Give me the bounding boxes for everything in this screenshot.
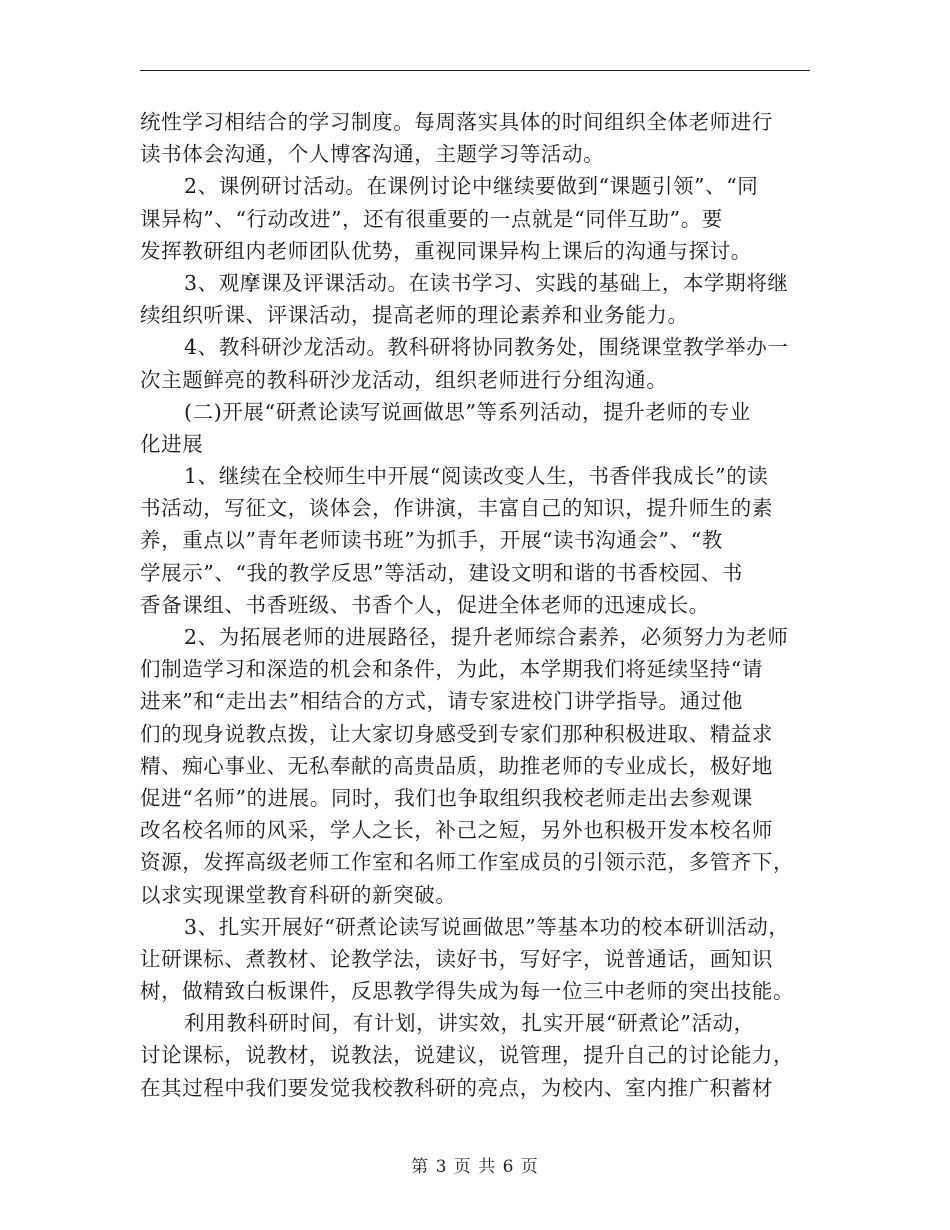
text-line: 资源，发挥高级老师工作室和名师工作室成员的引领示范，多管齐下， bbox=[140, 850, 795, 875]
text-line: 续组织听课、评课活动，提高老师的理论素养和业务能力。 bbox=[140, 303, 689, 328]
text-line: 们制造学习和深造的机会和条件，为此，本学期我们将延续坚持“请 bbox=[140, 657, 763, 682]
text-line: 促进“名师”的进展。同时，我们也争取组织我校老师走出去参观课 bbox=[140, 785, 753, 810]
text-line: 3、观摩课及评课活动。在读书学习、实践的基础上，本学期将继 bbox=[184, 270, 789, 295]
text-line: 讨论课标，说教材，说教法，说建议，说管理，提升自己的讨论能力， bbox=[140, 1043, 795, 1068]
page-footer: 第 3 页 共 6 页 bbox=[411, 1157, 539, 1177]
text-line: 以求实现课堂教育科研的新突破。 bbox=[140, 882, 457, 907]
text-line: 化进展 bbox=[140, 431, 204, 456]
text-line: 养，重点以”青年老师读书班”为抓手，开展“读书沟通会”、“教 bbox=[140, 528, 723, 553]
text-line: 学展示”、“我的教学反思”等活动，建设文明和谐的书香校园、书 bbox=[140, 560, 743, 585]
text-line: 在其过程中我们要发觉我校教科研的亮点，为校内、室内推广积蓄材 bbox=[140, 1075, 773, 1100]
text-line: 书活动，写征文，谈体会，作讲演，丰富自己的知识，提升师生的素 bbox=[140, 496, 773, 521]
text-line: 2、课例研讨活动。在课例讨论中继续要做到“课题引领”、“同 bbox=[184, 174, 759, 199]
text-line: 4、教科研沙龙活动。教科研将协同教务处，围绕课堂教学举办一 bbox=[184, 335, 789, 360]
text-line: 统性学习相结合的学习制度。每周落实具体的时间组织全体老师进行 bbox=[140, 110, 773, 134]
text-line: 发挥教研组内老师团队优势，重视同课异构上课后的沟通与探讨。 bbox=[140, 238, 752, 263]
text-line: 次主题鲜亮的教科研沙龙活动，组织老师进行分组沟通。 bbox=[140, 367, 668, 392]
text-line: 利用教科研时间，有计划，讲实效，扎实开展“研煮论”活动， bbox=[184, 1011, 755, 1036]
text-line: 读书体会沟通，个人博客沟通，主题学习等活动。 bbox=[140, 142, 605, 167]
text-line: 们的现身说教点拨，让大家切身感受到专家们那种积极进取、精益求 bbox=[140, 721, 773, 746]
text-line: 改名校名师的风采，学人之长，补己之短，另外也积极开发本校名师 bbox=[140, 818, 773, 843]
text-line: 2、为拓展老师的进展路径，提升老师综合素养，必须努力为老师 bbox=[184, 625, 789, 649]
text-line: 精、痴心事业、无私奉献的高贵品质，助推老师的专业成长，极好地 bbox=[140, 753, 773, 778]
text-line: 课异构”、“行动改进”，还有很重要的一点就是“同伴互助”。要 bbox=[140, 206, 723, 231]
text-line: 香备课组、书香班级、书香个人，促进全体老师的迅速成长。 bbox=[140, 592, 710, 617]
header-rule bbox=[140, 70, 810, 71]
text-line: 让研课标、煮教材、论教学法，读好书，写好字，说普通话，画知识 bbox=[140, 946, 773, 971]
document-body bbox=[140, 106, 812, 1104]
text-line: 1、继续在全校师生中开展“阅读改变人生，书香伴我成长”的读 bbox=[184, 464, 769, 489]
text-line: 进来”和“走出去”相结合的方式，请专家进校门讲学指导。通过他 bbox=[140, 689, 743, 714]
text-line: 树，做精致白板课件，反思教学得失成为每一位三中老师的突出技能。 bbox=[140, 979, 795, 1004]
text-line: (二)开展“研煮论读写说画做思”等系列活动，提升老师的专业 bbox=[184, 399, 751, 424]
text-line: 3、扎实开展好“研煮论读写说画做思”等基本功的校本研训活动， bbox=[184, 914, 790, 939]
